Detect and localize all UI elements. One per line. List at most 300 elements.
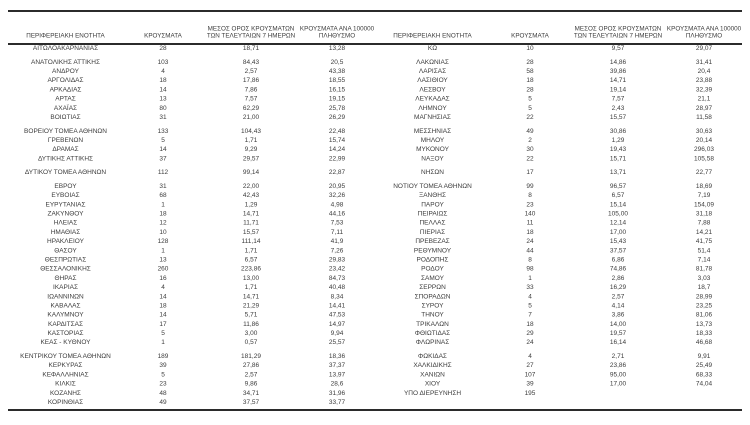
cases-value: 80 bbox=[159, 103, 167, 112]
table-row bbox=[375, 283, 742, 292]
per100k-value: 18,69 bbox=[695, 181, 713, 190]
region-name: ΚΕΑΣ - ΚΥΘΝΟΥ bbox=[40, 338, 91, 346]
avg7-value: 2,71 bbox=[611, 352, 625, 360]
cases-value: 4 bbox=[528, 352, 532, 360]
cases-value: 13 bbox=[159, 255, 167, 263]
per100k-value: 31,96 bbox=[328, 388, 346, 397]
per100k-value: 31,18 bbox=[695, 209, 713, 217]
column-header-per100k-line1: ΚΡΟΥΣΜΑΤΑ ΑΝΑ 100000 bbox=[666, 25, 742, 32]
region-name: ΛΑΡΙΣΑΣ bbox=[418, 66, 447, 75]
per100k-value: 31,41 bbox=[695, 57, 713, 66]
per100k-value: 13,97 bbox=[328, 370, 346, 378]
cases-value: 14 bbox=[159, 145, 167, 153]
region-name: ΡΕΘΥΜΝΟΥ bbox=[413, 246, 452, 254]
region-name: ΙΚΑΡΙΑΣ bbox=[53, 283, 78, 291]
per100k-value: 25,49 bbox=[695, 361, 713, 369]
per100k-value: 22,99 bbox=[328, 154, 346, 162]
cases-value: 24 bbox=[526, 237, 534, 245]
table-row bbox=[8, 398, 375, 407]
table-row bbox=[8, 361, 375, 370]
table-row bbox=[8, 246, 375, 255]
cases-value: 1 bbox=[161, 200, 165, 208]
region-name: ΘΑΣΟΥ bbox=[54, 246, 77, 254]
cases-value: 10 bbox=[526, 44, 534, 52]
region-name: ΚΕΦΑΛΛΗΝΙΑΣ bbox=[42, 370, 89, 378]
avg7-value: 1,71 bbox=[244, 246, 258, 254]
avg7-value: 19,43 bbox=[609, 145, 627, 153]
region-name: ΑΡΓΟΛΙΔΑΣ bbox=[47, 76, 84, 84]
region-name: ΝΗΣΩΝ bbox=[421, 168, 444, 176]
region-name: ΔΥΤΙΚΗΣ ΑΤΤΙΚΗΣ bbox=[37, 154, 94, 162]
cases-value: 49 bbox=[159, 398, 167, 406]
column-header-per100k-line2: ΠΛΗΘΥΣΜΟ bbox=[685, 32, 723, 39]
region-name: ΝΑΞΟΥ bbox=[421, 154, 444, 162]
avg7-value: 96,57 bbox=[609, 181, 627, 190]
region-name: ΜΕΣΣΗΝΙΑΣ bbox=[413, 126, 452, 135]
avg7-value: 5,71 bbox=[244, 310, 258, 319]
table-row bbox=[8, 126, 375, 135]
table-row bbox=[375, 292, 742, 301]
avg7-value: 22,00 bbox=[242, 181, 260, 190]
region-name: ΠΙΕΡΙΑΣ bbox=[419, 227, 446, 236]
region-name: ΤΗΝΟΥ bbox=[421, 310, 444, 319]
cases-value: 18 bbox=[526, 227, 534, 236]
per100k-value: 296,03 bbox=[694, 145, 714, 153]
avg7-value: 17,86 bbox=[242, 76, 260, 84]
avg7-value: 11,86 bbox=[243, 319, 259, 328]
table-row bbox=[8, 103, 375, 112]
avg7-value: 37,57 bbox=[609, 246, 627, 254]
cases-value: 103 bbox=[157, 57, 169, 66]
table-row bbox=[8, 301, 375, 310]
avg7-value: 7,57 bbox=[611, 94, 625, 103]
per100k-value: 16,15 bbox=[328, 85, 346, 93]
region-name: ΛΗΜΝΟΥ bbox=[418, 103, 447, 112]
avg7-value: 14,86 bbox=[609, 57, 627, 66]
region-name: ΘΕΣΠΡΩΤΙΑΣ bbox=[44, 255, 87, 263]
table-row bbox=[375, 94, 742, 103]
cases-value: 22 bbox=[526, 112, 534, 121]
cases-value: 5 bbox=[528, 94, 532, 103]
column-header-avg7 bbox=[570, 25, 666, 39]
per100k-value: 7,88 bbox=[697, 218, 711, 227]
table-row bbox=[8, 338, 375, 347]
per100k-value: 14,41 bbox=[328, 301, 346, 309]
avg7-value: 2,86 bbox=[611, 273, 625, 282]
cases-value: 17 bbox=[159, 319, 167, 328]
column-header-avg7-line1: ΜΕΣΟΣ ΟΡΟΣ ΚΡΟΥΣΜΑΤΩΝ bbox=[574, 25, 662, 32]
per100k-value: 7,26 bbox=[330, 246, 344, 254]
table-row bbox=[375, 370, 742, 379]
per100k-value: 40,48 bbox=[328, 283, 346, 291]
avg7-value: 39,86 bbox=[609, 66, 627, 75]
region-name: ΜΗΛΟΥ bbox=[420, 135, 445, 144]
per100k-value: 21,1 bbox=[697, 94, 711, 103]
avg7-value: 37,57 bbox=[242, 398, 260, 406]
per100k-value: 30,63 bbox=[695, 126, 713, 135]
avg7-value: 13,71 bbox=[609, 168, 627, 176]
table-row bbox=[8, 310, 375, 319]
per100k-value: 7,53 bbox=[330, 218, 344, 227]
avg7-value: 15,43 bbox=[609, 237, 627, 245]
table-row bbox=[375, 76, 742, 85]
region-name: ΚΑΒΑΛΑΣ bbox=[50, 301, 81, 309]
cases-value: 14 bbox=[159, 292, 167, 300]
avg7-value: 9,29 bbox=[244, 145, 258, 153]
top-rule bbox=[8, 10, 742, 12]
column-header-per100k bbox=[299, 25, 375, 39]
per100k-value: 81,06 bbox=[695, 310, 713, 319]
cases-value: 33 bbox=[526, 283, 534, 291]
cases-value: 260 bbox=[157, 264, 169, 273]
table-row bbox=[8, 273, 375, 282]
avg7-value: 105,00 bbox=[608, 209, 628, 217]
avg7-value: 14,71 bbox=[242, 209, 260, 217]
region-name: ΛΑΣΙΘΙΟΥ bbox=[417, 76, 448, 84]
cases-value: 4 bbox=[161, 66, 165, 75]
per100k-value: 7,19 bbox=[697, 191, 711, 199]
table-row bbox=[8, 200, 375, 209]
avg7-value: 9,86 bbox=[244, 379, 258, 388]
avg7-value: 2,57 bbox=[244, 66, 258, 75]
table-row bbox=[375, 112, 742, 121]
table-row bbox=[375, 200, 742, 209]
cases-value: 28 bbox=[526, 57, 534, 66]
column-header-region: ΠΕΡΙΦΕΡΕΙΑΚΗ ΕΝΟΤΗΤΑ bbox=[393, 32, 472, 39]
table-row bbox=[8, 255, 375, 264]
region-name: ΕΒΡΟΥ bbox=[54, 181, 77, 190]
region-name: ΑΝΔΡΟΥ bbox=[52, 66, 79, 75]
table-row bbox=[8, 237, 375, 246]
cases-value: 7 bbox=[528, 310, 532, 319]
avg7-value: 19,14 bbox=[609, 85, 627, 93]
column-header-cases: ΚΡΟΥΣΜΑΤΑ bbox=[144, 32, 182, 39]
region-name: ΠΡΕΒΕΖΑΣ bbox=[415, 237, 450, 245]
region-name: ΗΡΑΚΛΕΙΟΥ bbox=[47, 237, 84, 245]
table-row bbox=[375, 379, 742, 388]
cases-value: 107 bbox=[524, 370, 536, 378]
table-row bbox=[375, 264, 742, 273]
per100k-value: 4,98 bbox=[330, 200, 344, 208]
per100k-value: 46,68 bbox=[695, 338, 713, 346]
table-row bbox=[375, 145, 742, 154]
per100k-value: 9,94 bbox=[330, 329, 344, 337]
cases-value: 18 bbox=[526, 319, 534, 328]
avg7-value: 30,86 bbox=[609, 126, 627, 135]
region-name: ΣΕΡΡΩΝ bbox=[419, 283, 446, 291]
avg7-value: 15,14 bbox=[609, 200, 627, 208]
table-row bbox=[8, 112, 375, 121]
cases-value: 8 bbox=[528, 191, 532, 199]
per100k-value: 14,24 bbox=[328, 145, 346, 153]
region-name: ΦΩΚΙΔΑΣ bbox=[418, 352, 447, 360]
per100k-value: 7,11 bbox=[330, 227, 344, 236]
per100k-value: 25,57 bbox=[328, 338, 346, 346]
cases-value: 5 bbox=[528, 103, 532, 112]
avg7-value: 16,29 bbox=[609, 283, 627, 291]
region-name: ΚΕΝΤΡΙΚΟΥ ΤΟΜΕΑ ΑΘΗΝΩΝ bbox=[20, 352, 111, 360]
cases-value: 49 bbox=[526, 126, 534, 135]
table-row bbox=[8, 352, 375, 361]
table-row bbox=[8, 44, 375, 53]
per100k-value: 28,6 bbox=[330, 379, 344, 388]
per100k-value: 81,78 bbox=[695, 264, 713, 273]
per100k-value: 20,14 bbox=[695, 135, 713, 144]
cases-value: 5 bbox=[528, 301, 532, 309]
table-row bbox=[8, 319, 375, 328]
region-name: ΕΥΒΟΙΑΣ bbox=[51, 191, 80, 199]
table-row bbox=[375, 191, 742, 200]
per100k-value: 154,09 bbox=[694, 200, 714, 208]
per100k-value: 22,48 bbox=[328, 126, 346, 135]
table-row bbox=[8, 135, 375, 144]
table-row bbox=[8, 168, 375, 177]
avg7-value: 27,86 bbox=[242, 361, 260, 369]
region-name: ΚΟΖΑΝΗΣ bbox=[50, 388, 81, 397]
region-name: ΠΕΛΛΑΣ bbox=[419, 218, 446, 227]
table-area bbox=[8, 20, 742, 407]
column-header-per100k-line2: ΠΛΗΘΥΣΜΟ bbox=[318, 32, 356, 39]
region-name: ΑΡΚΑΔΙΑΣ bbox=[49, 85, 82, 93]
region-name: ΓΡΕΒΕΝΩΝ bbox=[47, 135, 84, 144]
right-table-header bbox=[375, 20, 742, 41]
region-name: ΧΙΟΥ bbox=[424, 379, 441, 388]
table-row bbox=[375, 319, 742, 328]
avg7-value: 1,29 bbox=[244, 200, 258, 208]
region-name: ΚΙΛΚΙΣ bbox=[55, 379, 76, 388]
region-name: ΝΟΤΙΟΥ ΤΟΜΕΑ ΑΘΗΝΩΝ bbox=[393, 181, 472, 190]
cases-value: 17 bbox=[526, 168, 534, 176]
per100k-value: 20,4 bbox=[697, 66, 711, 75]
region-name: ΑΡΤΑΣ bbox=[55, 94, 76, 103]
per100k-value: 74,04 bbox=[695, 379, 713, 388]
region-name: ΡΟΔΟΠΗΣ bbox=[416, 255, 449, 263]
per100k-value: 84,73 bbox=[328, 273, 346, 282]
table-row bbox=[375, 255, 742, 264]
avg7-value: 84,43 bbox=[242, 57, 260, 66]
cases-value: 5 bbox=[161, 370, 165, 378]
table-row bbox=[8, 66, 375, 75]
per100k-value: 44,16 bbox=[328, 209, 346, 217]
per100k-value: 68,33 bbox=[695, 370, 713, 378]
left-table bbox=[8, 20, 375, 407]
avg7-value: 14,00 bbox=[609, 319, 627, 328]
per100k-value: 23,88 bbox=[695, 76, 713, 84]
cases-value: 5 bbox=[161, 329, 165, 337]
cases-value: 29 bbox=[526, 329, 534, 337]
region-name: ΛΑΚΩΝΙΑΣ bbox=[416, 57, 449, 66]
per100k-value: 14,21 bbox=[695, 227, 713, 236]
avg7-value: 14,71 bbox=[609, 76, 627, 84]
avg7-value: 7,86 bbox=[244, 85, 258, 93]
per100k-value: 23,25 bbox=[695, 301, 713, 309]
per100k-value: 3,03 bbox=[697, 273, 711, 282]
region-name: ΣΥΡΟΥ bbox=[421, 301, 444, 309]
avg7-value: 18,71 bbox=[242, 44, 260, 52]
right-table bbox=[375, 20, 742, 407]
column-header-per100k-line1: ΚΡΟΥΣΜΑΤΑ ΑΝΑ 100000 bbox=[299, 25, 375, 32]
region-name: ΣΠΟΡΑΔΩΝ bbox=[414, 292, 451, 300]
per100k-value: 37,37 bbox=[328, 361, 346, 369]
cases-value: 31 bbox=[159, 181, 167, 190]
per100k-value: 18,33 bbox=[695, 329, 713, 337]
table-row bbox=[375, 44, 742, 53]
cases-value: 11 bbox=[526, 218, 534, 227]
per100k-value: 28,99 bbox=[695, 292, 713, 300]
table-row bbox=[375, 237, 742, 246]
table-row bbox=[8, 209, 375, 218]
per100k-value: 23,42 bbox=[328, 264, 346, 273]
column-header-avg7 bbox=[203, 25, 299, 39]
avg7-value: 42,43 bbox=[242, 191, 260, 199]
table-row bbox=[8, 145, 375, 154]
table-row bbox=[375, 57, 742, 66]
avg7-value: 21,29 bbox=[242, 301, 260, 309]
table-row bbox=[375, 352, 742, 361]
cases-value: 1 bbox=[528, 273, 532, 282]
avg7-value: 16,14 bbox=[609, 338, 627, 346]
avg7-value: 6,86 bbox=[611, 255, 625, 263]
table-row bbox=[8, 264, 375, 273]
region-name: ΦΘΙΩΤΙΔΑΣ bbox=[414, 329, 451, 337]
per100k-value: 7,14 bbox=[697, 255, 711, 263]
column-header-cases: ΚΡΟΥΣΜΑΤΑ bbox=[511, 32, 549, 39]
cases-value: 30 bbox=[526, 145, 534, 153]
cases-value: 68 bbox=[159, 191, 167, 199]
avg7-value: 21,00 bbox=[242, 112, 260, 121]
per100k-value: 32,26 bbox=[328, 191, 346, 199]
column-header-avg7-line1: ΜΕΣΟΣ ΟΡΟΣ ΚΡΟΥΣΜΑΤΩΝ bbox=[207, 25, 295, 32]
cases-value: 27 bbox=[526, 361, 534, 369]
per100k-value: 28,97 bbox=[695, 103, 713, 112]
bottom-rule bbox=[8, 409, 742, 411]
table-row bbox=[375, 135, 742, 144]
per100k-value: 32,39 bbox=[695, 85, 713, 93]
avg7-value: 181,29 bbox=[241, 352, 261, 360]
per100k-value: 33,77 bbox=[328, 398, 346, 406]
region-name: ΙΩΑΝΝΙΝΩΝ bbox=[47, 292, 84, 300]
per100k-value: 29,07 bbox=[695, 44, 713, 52]
table-row bbox=[8, 218, 375, 227]
cases-value: 44 bbox=[526, 246, 534, 254]
avg7-value: 99,14 bbox=[242, 168, 260, 176]
per100k-value: 11,58 bbox=[696, 112, 712, 121]
cases-value: 28 bbox=[159, 44, 167, 52]
region-name: ΒΟΡΕΙΟΥ ΤΟΜΕΑ ΑΘΗΝΩΝ bbox=[24, 126, 107, 135]
avg7-value: 74,86 bbox=[609, 264, 627, 273]
cases-value: 4 bbox=[161, 283, 165, 291]
region-name: ΔΡΑΜΑΣ bbox=[52, 145, 79, 153]
avg7-value: 6,57 bbox=[244, 255, 258, 263]
avg7-value: 95,00 bbox=[609, 370, 627, 378]
table-row bbox=[375, 85, 742, 94]
avg7-value: 2,57 bbox=[611, 292, 625, 300]
avg7-value: 0,57 bbox=[244, 338, 258, 346]
table-row bbox=[375, 154, 742, 163]
cases-value: 18 bbox=[159, 209, 167, 217]
per100k-value: 15,74 bbox=[328, 135, 346, 144]
avg7-value: 4,14 bbox=[611, 301, 625, 309]
table-row bbox=[375, 361, 742, 370]
table-row bbox=[375, 246, 742, 255]
cases-value: 1 bbox=[161, 338, 165, 346]
cases-value: 189 bbox=[157, 352, 169, 360]
region-name: ΚΑΣΤΟΡΙΑΣ bbox=[47, 329, 84, 337]
left-table-header bbox=[8, 20, 375, 41]
region-name: ΞΑΝΘΗΣ bbox=[418, 191, 447, 199]
region-name: ΦΛΩΡΙΝΑΣ bbox=[415, 338, 450, 346]
region-name: ΚΕΡΚΥΡΑΣ bbox=[48, 361, 83, 369]
per100k-value: 22,77 bbox=[695, 168, 713, 176]
per100k-value: 51,4 bbox=[697, 246, 711, 254]
region-name: ΒΟΙΩΤΙΑΣ bbox=[50, 112, 81, 121]
cases-value: 10 bbox=[159, 227, 167, 236]
table-row bbox=[8, 388, 375, 397]
table-row bbox=[8, 329, 375, 338]
table-row bbox=[8, 76, 375, 85]
avg7-value: 17,00 bbox=[609, 227, 627, 236]
per100k-value: 18,36 bbox=[328, 352, 346, 360]
table-row bbox=[375, 310, 742, 319]
per100k-value: 18,55 bbox=[328, 76, 346, 84]
column-header-avg7-line2: ΤΩΝ ΤΕΛΕΥΤΑΙΩΝ 7 ΗΜΕΡΩΝ bbox=[573, 32, 663, 39]
cases-value: 18 bbox=[159, 76, 167, 84]
cases-value: 112 bbox=[157, 168, 169, 176]
region-name: ΑΙΤΩΛΟΑΚΑΡΝΑΝΙΑΣ bbox=[32, 44, 99, 52]
per100k-value: 18,7 bbox=[697, 283, 711, 291]
table-row bbox=[8, 292, 375, 301]
per100k-value: 41,75 bbox=[695, 237, 713, 245]
right-table-body bbox=[375, 41, 742, 398]
cases-value: 48 bbox=[159, 388, 167, 397]
table-row bbox=[375, 103, 742, 112]
avg7-value: 223,86 bbox=[241, 264, 261, 273]
avg7-value: 13,00 bbox=[242, 273, 260, 282]
column-header-region: ΠΕΡΙΦΕΡΕΙΑΚΗ ΕΝΟΤΗΤΑ bbox=[26, 32, 105, 39]
cases-value: 16 bbox=[159, 273, 167, 282]
table-row bbox=[375, 388, 742, 397]
avg7-value: 17,00 bbox=[609, 379, 627, 388]
cases-value: 140 bbox=[524, 209, 536, 217]
per100k-value: 29,83 bbox=[328, 255, 346, 263]
per100k-value: 22,87 bbox=[328, 168, 346, 176]
table-row bbox=[375, 218, 742, 227]
region-name: ΜΥΚΟΝΟΥ bbox=[416, 145, 449, 153]
cases-value: 5 bbox=[161, 135, 165, 144]
cases-value: 12 bbox=[159, 218, 167, 227]
region-name: ΤΡΙΚΑΛΩΝ bbox=[416, 319, 449, 328]
table-row bbox=[8, 227, 375, 236]
cases-value: 195 bbox=[524, 388, 536, 397]
per100k-value: 26,29 bbox=[328, 112, 346, 121]
per100k-value: 13,73 bbox=[695, 319, 713, 328]
table-row bbox=[8, 154, 375, 163]
avg7-value: 104,43 bbox=[241, 126, 261, 135]
table-row bbox=[375, 338, 742, 347]
region-name: ΣΑΜΟΥ bbox=[421, 273, 444, 282]
cases-value: 2 bbox=[528, 135, 532, 144]
per100k-value: 25,78 bbox=[328, 103, 346, 112]
avg7-value: 23,86 bbox=[609, 361, 627, 369]
avg7-value: 15,57 bbox=[242, 227, 260, 236]
cases-value: 14 bbox=[159, 85, 167, 93]
region-name: ΜΑΓΝΗΣΙΑΣ bbox=[414, 112, 451, 121]
per100k-value: 47,53 bbox=[328, 310, 346, 319]
cases-value: 14 bbox=[159, 310, 167, 319]
cases-value: 23 bbox=[526, 200, 534, 208]
table-row bbox=[375, 273, 742, 282]
cases-value: 8 bbox=[528, 255, 532, 263]
